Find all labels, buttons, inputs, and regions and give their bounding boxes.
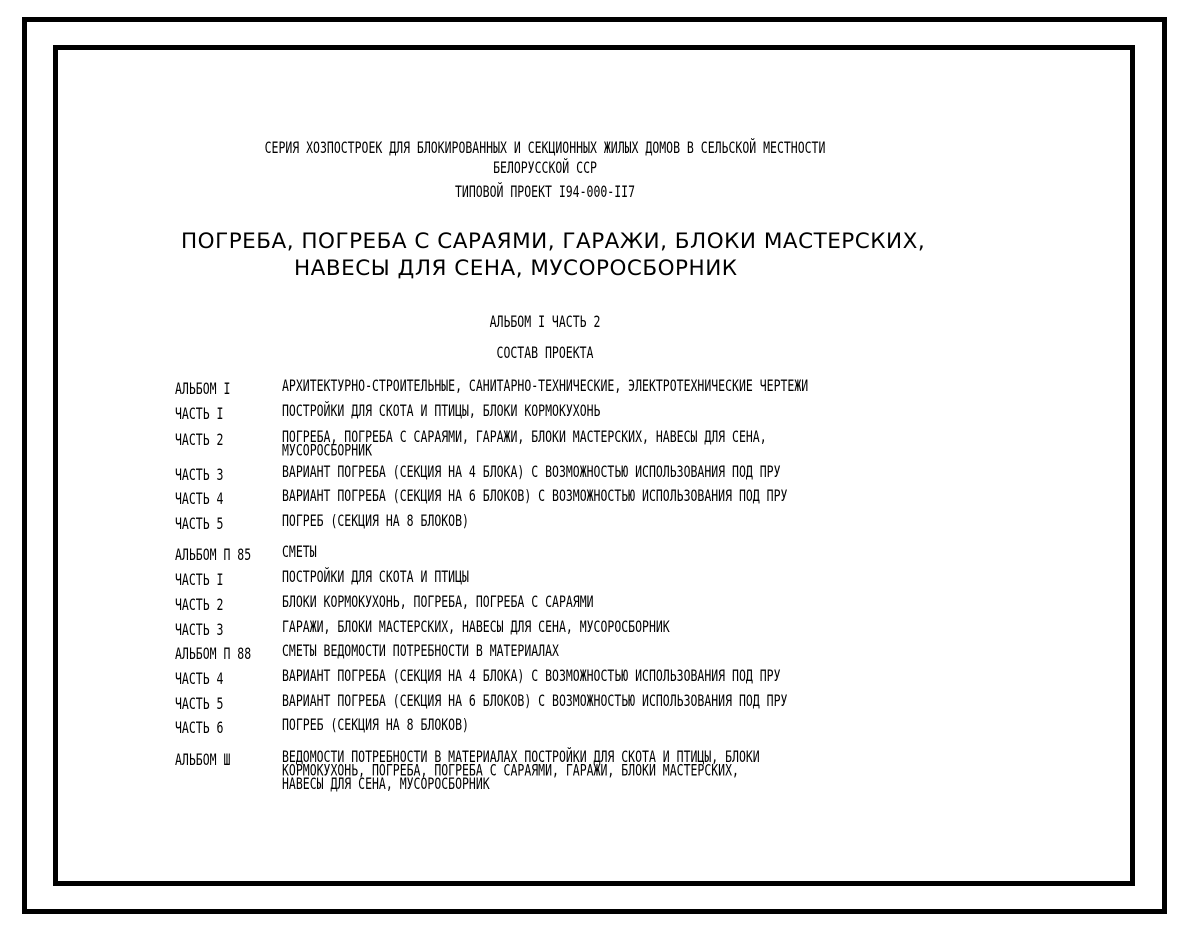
project-number: ТИПОВОЙ ПРОЕКТ I94-000-II7	[454, 182, 635, 201]
row-label: АЛЬБОМ Ш	[175, 750, 231, 769]
row-label: ЧАСТЬ I	[175, 570, 224, 589]
row-text: СМЕТЫ ВЕДОМОСТИ ПОТРЕБНОСТИ В МАТЕРИАЛАХ	[282, 641, 559, 661]
document-title-line-1: ПОГРЕБА, ПОГРЕБА С САРАЯМИ, ГАРАЖИ, БЛОКИ МАСТЕРСКИХ,	[181, 229, 926, 254]
row-text: ВЕДОМОСТИ ПОТРЕБНОСТИ В МАТЕРИАЛАХ ПОСТРОЙКИ ДЛЯ СКОТА И ПТИЦЫ, БЛОКИ КОРМОКУХОНЬ, ПОГРЕБА, ПОГРЕБА С САРАЯМИ, ГАРАЖИ, БЛОКИ МАСТЕРСКИХ, НАВЕСЫ ДЛЯ СЕНА, МУСОРОСБОРНИК	[282, 747, 760, 794]
document-title-line-2: НАВЕСЫ ДЛЯ СЕНА, МУСОРОСБОРНИК	[294, 256, 738, 281]
row-text: ВАРИАНТ ПОГРЕБА (СЕКЦИЯ НА 6 БЛОКОВ) С ВОЗМОЖНОСТЬЮ ИСПОЛЬЗОВАНИЯ ПОД ПРУ	[282, 691, 788, 711]
row-text: АРХИТЕКТУРНО-СТРОИТЕЛЬНЫЕ, САНИТАРНО-ТЕХНИЧЕСКИЕ, ЭЛЕКТРОТЕХНИЧЕСКИЕ ЧЕРТЕЖИ	[282, 376, 809, 396]
row-text: ВАРИАНТ ПОГРЕБА (СЕКЦИЯ НА 4 БЛОКА) С ВОЗМОЖНОСТЬЮ ИСПОЛЬЗОВАНИЯ ПОД ПРУ	[282, 666, 781, 686]
row-label: АЛЬБОМ П 88	[175, 644, 252, 663]
row-label: АЛЬБОМ П 85	[175, 545, 252, 564]
row-label: ЧАСТЬ 5	[175, 694, 224, 713]
row-label: ЧАСТЬ 4	[175, 669, 224, 688]
composition-heading: СОСТАВ ПРОЕКТА	[496, 343, 594, 362]
row-text: ВАРИАНТ ПОГРЕБА (СЕКЦИЯ НА 6 БЛОКОВ) С ВОЗМОЖНОСТЬЮ ИСПОЛЬЗОВАНИЯ ПОД ПРУ	[282, 486, 788, 506]
row-text: ПОСТРОЙКИ ДЛЯ СКОТА И ПТИЦЫ	[282, 567, 469, 587]
series-line: СЕРИЯ ХОЗПОСТРОЕК ДЛЯ БЛОКИРОВАННЫХ И СЕКЦИОННЫХ ЖИЛЫХ ДОМОВ В СЕЛЬСКОЙ МЕСТНОСТИ	[264, 138, 826, 157]
row-label: ЧАСТЬ 3	[175, 620, 224, 639]
row-label: ЧАСТЬ 4	[175, 489, 224, 508]
row-label: ЧАСТЬ I	[175, 404, 224, 423]
row-text: БЛОКИ КОРМОКУХОНЬ, ПОГРЕБА, ПОГРЕБА С САРАЯМИ	[282, 592, 594, 612]
row-label: ЧАСТЬ 5	[175, 514, 224, 533]
republic-line: БЕЛОРУССКОЙ ССР	[493, 158, 597, 177]
row-text: ПОГРЕБ (СЕКЦИЯ НА 8 БЛОКОВ)	[282, 511, 469, 531]
row-text: ПОГРЕБ (СЕКЦИЯ НА 8 БЛОКОВ)	[282, 715, 469, 735]
row-label: ЧАСТЬ 2	[175, 595, 224, 614]
album-part-heading: АЛЬБОМ I ЧАСТЬ 2	[489, 312, 601, 331]
row-label: АЛЬБОМ I	[175, 379, 231, 398]
row-text: ГАРАЖИ, БЛОКИ МАСТЕРСКИХ, НАВЕСЫ ДЛЯ СЕНА, МУСОРОСБОРНИК	[282, 617, 670, 637]
row-text: ПОГРЕБА, ПОГРЕБА С САРАЯМИ, ГАРАЖИ, БЛОКИ МАСТЕРСКИХ, НАВЕСЫ ДЛЯ СЕНА, МУСОРОСБОРНИК	[282, 427, 767, 460]
row-text: ВАРИАНТ ПОГРЕБА (СЕКЦИЯ НА 4 БЛОКА) С ВОЗМОЖНОСТЬЮ ИСПОЛЬЗОВАНИЯ ПОД ПРУ	[282, 462, 781, 482]
row-label: ЧАСТЬ 6	[175, 718, 224, 737]
row-label: ЧАСТЬ 2	[175, 430, 224, 449]
row-label: ЧАСТЬ 3	[175, 465, 224, 484]
row-text: СМЕТЫ	[282, 542, 317, 562]
row-text: ПОСТРОЙКИ ДЛЯ СКОТА И ПТИЦЫ, БЛОКИ КОРМОКУХОНЬ	[282, 401, 601, 421]
